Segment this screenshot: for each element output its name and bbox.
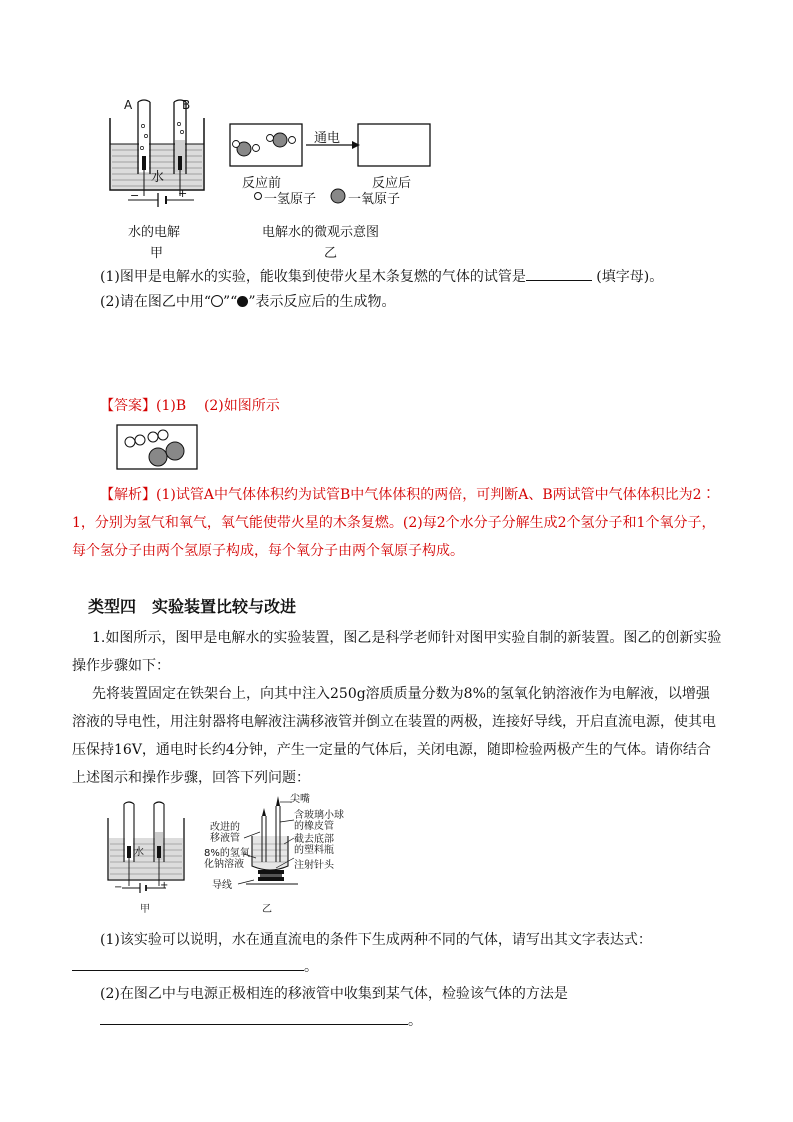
figure-apparatus-comparison <box>104 792 444 922</box>
problem-step-2: 溶液的导电性，用注射器将电解液注满移液管并倒立在装置的两极，连接好导线，开启直流电源，使其电 <box>72 714 716 730</box>
label-needle: 注射针头 <box>294 860 334 871</box>
label-naoh-2: 化钠溶液 <box>204 859 244 870</box>
caption-right-sub: 乙 <box>324 246 338 261</box>
answer-tag: 【答案】 <box>100 398 156 414</box>
final-answer-line-2 <box>100 1010 422 1031</box>
question-2-mid: ”“ <box>223 294 238 310</box>
label-bottle-1: 截去底部 <box>294 834 334 845</box>
problem-step-4: 上述图示和操作步骤，回答下列问题： <box>72 770 310 786</box>
caption-left: 水的电解 <box>128 225 181 240</box>
question-1-suffix: (填字母)。 <box>596 269 664 285</box>
question-1-text: (1)图甲是电解水的实验，能收集到使带火星木条复燃的气体的试管是 <box>100 269 526 285</box>
final-question-2-end: 。 <box>408 1013 422 1029</box>
fig2-positive: + <box>160 880 169 891</box>
apparatus-diagram <box>104 792 444 922</box>
final-answer-line-1 <box>72 956 318 977</box>
final-question-1: (1)该实验可以说明，水在通直流电的条件下生成两种不同的气体，请写出其文字表达式： <box>100 932 652 948</box>
problem-step-3: 压保持16V，通电时长约4分钟，产生一定量的气体后，关闭电源，随即检验两极产生的气体。请你结合 <box>72 742 711 758</box>
answer-blank-1[interactable] <box>72 956 304 971</box>
label-tube-2: 移液管 <box>210 833 240 844</box>
answer-part-1: (1)B <box>156 398 187 414</box>
analysis-line-2: 1，分别为氢气和氧气，氧气能使带火星的木条复燃。(2)每2个水分子分解生成2个氢分子和1个氧分子， <box>72 515 716 531</box>
question-1 <box>100 266 663 287</box>
final-question-2: (2)在图乙中与电源正极相连的移液管中收集到某气体，检验该气体的方法是 <box>100 986 568 1002</box>
water-label: 水 <box>151 170 165 185</box>
question-2 <box>100 292 396 312</box>
answer-blank[interactable] <box>526 266 592 281</box>
fig2-label-jia: 甲 <box>140 904 150 915</box>
analysis-tag: 【解析】 <box>100 487 156 503</box>
tube-label-b: B <box>182 98 191 112</box>
analysis-block <box>100 481 716 509</box>
problem-intro-2: 操作步骤如下： <box>72 658 170 674</box>
fig2-water-label: 水 <box>134 847 144 858</box>
problem-intro-1: 1.如图所示，图甲是电解水的实验装置，图乙是科学老师针对图甲实验自制的新装置。图乙的创新实验 <box>92 630 722 646</box>
fig2-negative: − <box>114 882 123 893</box>
legend-hydrogen: 一氢原子 <box>264 192 317 207</box>
answer-line <box>100 396 280 416</box>
fig2-label-yi: 乙 <box>262 904 272 915</box>
answer-part-2: (2)如图所示 <box>203 398 280 414</box>
final-question-1-end: 。 <box>304 959 318 975</box>
after-label: 反应后 <box>372 176 412 191</box>
caption-right: 电解水的微观示意图 <box>262 225 380 240</box>
before-label: 反应前 <box>242 176 282 191</box>
negative-label: − <box>130 189 140 202</box>
label-stopper-2: 的橡皮管 <box>294 821 334 832</box>
hydrogen-symbol-icon <box>211 295 223 307</box>
question-2-pre: (2)请在图乙中用“ <box>100 294 211 310</box>
answer-molecule-diagram <box>116 424 198 470</box>
section-title: 类型四 实验装置比较与改进 <box>88 597 297 616</box>
legend-oxygen: 一氧原子 <box>348 192 401 207</box>
label-wire: 导线 <box>212 880 232 891</box>
oxygen-symbol-icon <box>237 296 248 307</box>
answer-blank-2[interactable] <box>100 1010 408 1025</box>
arrow-label: 通电 <box>314 131 341 146</box>
label-naoh-1: 8%的氢氧 <box>204 848 250 859</box>
tube-label-a: A <box>124 98 133 112</box>
analysis-line-1: (1)试管A中气体体积约为试管B中气体体积的两倍，可判断A、B两试管中气体体积比为2∶ <box>156 487 716 503</box>
problem-step-1: 先将装置固定在铁架台上，向其中注入250g溶质质量分数为8%的氢氧化钠溶液作为电解液，以增强 <box>92 686 710 702</box>
label-stopper-1: 含玻璃小球 <box>294 810 344 821</box>
label-tube-1: 改进的 <box>210 822 240 833</box>
caption-left-sub: 甲 <box>150 246 164 261</box>
question-2-post: ”表示反应后的生成物。 <box>248 294 396 310</box>
figure-electrolysis <box>100 96 440 266</box>
positive-label: + <box>178 187 188 200</box>
label-tip: 尖嘴 <box>290 794 310 805</box>
analysis-line-3: 每个氢分子由两个氢原子构成，每个氧分子由两个氧原子构成。 <box>72 543 464 559</box>
label-bottle-2: 的塑料瓶 <box>294 845 334 856</box>
